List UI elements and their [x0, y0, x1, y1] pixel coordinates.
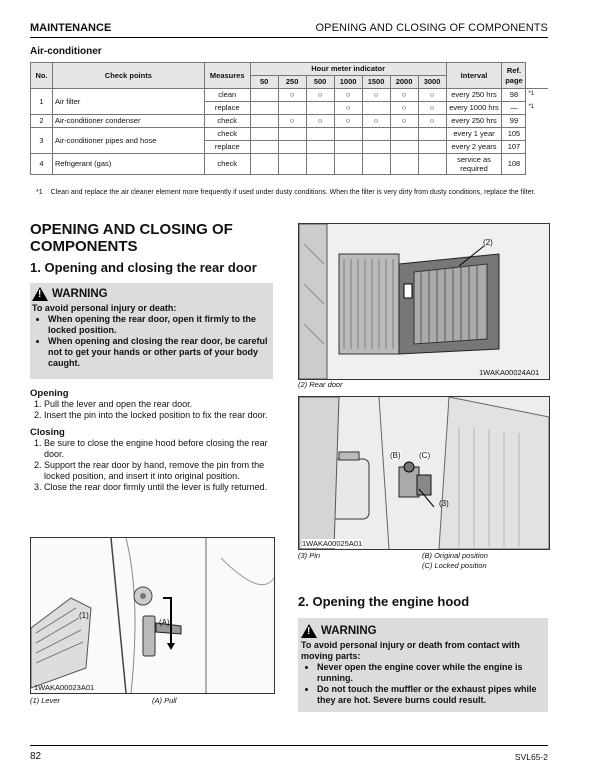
hour-mark: [418, 128, 446, 141]
check-point: Air filter: [52, 89, 204, 115]
step: 1. Be sure to close the engine hood before closing the rear door.: [44, 438, 273, 460]
hour-mark: [306, 128, 334, 141]
measure: clean: [204, 89, 250, 102]
check-point: Refrigerant (gas): [52, 154, 204, 175]
warning-triangle-icon: !: [301, 624, 317, 638]
measure: check: [204, 128, 250, 141]
note-mark: [526, 128, 548, 141]
hour-col-500: 500: [306, 76, 334, 89]
table-row: [31, 154, 549, 175]
hour-mark: ○: [390, 102, 418, 115]
hour-mark: ○: [306, 89, 334, 102]
header-divider: [30, 37, 548, 38]
hour-mark: [250, 102, 278, 115]
hour-mark: [362, 102, 390, 115]
step: 2. Insert the pin into the locked position to fix the rear door.: [44, 410, 273, 421]
figure-rear-door: [298, 223, 550, 380]
footer-divider: [30, 745, 548, 746]
hour-mark: [306, 141, 334, 154]
row-number: 4: [31, 154, 53, 175]
col-ref-page: Ref. page: [502, 63, 526, 89]
warning-label: WARNING: [52, 287, 108, 300]
col-hour-meter: Hour meter indicator: [250, 63, 446, 76]
hour-mark: [390, 141, 418, 154]
subsection-title-rear-door: 1. Opening and closing the rear door: [30, 260, 257, 275]
caption-lever: (1) Lever: [30, 696, 61, 705]
note-mark: [526, 154, 548, 175]
warning-intro: To avoid personal injury or death:: [32, 303, 177, 313]
row-number: 2: [31, 115, 53, 128]
hour-col-250: 250: [278, 76, 306, 89]
hour-mark: ○: [418, 115, 446, 128]
footnote-mark: *1: [36, 189, 43, 196]
pin-illustration: [299, 397, 549, 549]
table-row: [31, 115, 549, 128]
hour-mark: [418, 154, 446, 175]
figure-id: 1WAKA00024A01: [479, 368, 540, 377]
row-number: 3: [31, 128, 53, 154]
footnote-text: Clean and replace the air cleaner element more frequently if used under dusty conditions. When the filter is very dirty from dusty conditions, replace the filter.: [50, 189, 536, 196]
ref-page: —: [502, 102, 526, 115]
hour-mark: [334, 154, 362, 175]
hour-mark: [250, 89, 278, 102]
hour-mark: ○: [278, 89, 306, 102]
lever-illustration: [31, 538, 274, 693]
opening-steps: [30, 399, 273, 421]
figure-id: 1WAKA00025A01: [302, 539, 363, 548]
hour-mark: [278, 154, 306, 175]
hour-mark: ○: [390, 115, 418, 128]
warning-title: [32, 287, 271, 301]
callout-b: (B): [390, 451, 401, 460]
warning-label: WARNING: [321, 624, 377, 637]
interval: service as required: [446, 154, 502, 175]
hour-mark: [250, 141, 278, 154]
callout-2: (2): [483, 238, 493, 247]
note-mark: [526, 115, 548, 128]
ref-page: 105: [502, 128, 526, 141]
hour-mark: ○: [334, 89, 362, 102]
col-no: No.: [31, 63, 53, 89]
check-point: Air-conditioner condenser: [52, 115, 204, 128]
ref-page: 99: [502, 115, 526, 128]
table-row: [31, 89, 549, 102]
figure-id: 1WAKA00023A01: [34, 683, 95, 692]
callout-3: (3): [439, 499, 449, 508]
check-point: Air-conditioner pipes and hose: [52, 128, 204, 154]
col-note: [526, 63, 548, 89]
hour-mark: [250, 115, 278, 128]
hour-mark: [306, 102, 334, 115]
ref-page: 108: [502, 154, 526, 175]
page-title: OPENING AND CLOSING OF COMPONENTS: [30, 221, 233, 255]
hour-mark: [390, 128, 418, 141]
measure: check: [204, 154, 250, 175]
warning-list: [32, 314, 271, 369]
measure: replace: [204, 102, 250, 115]
warning-item: • Do not touch the muffler or the exhaust pipes while they are hot. Severe burns could result.: [317, 684, 545, 706]
hour-mark: [278, 102, 306, 115]
step: 2. Support the rear door by hand, remove the pin from the locked position, and insert it into original position.: [44, 460, 273, 482]
opening-heading: Opening: [30, 388, 69, 399]
table-row: [31, 128, 549, 141]
row-number: 1: [31, 89, 53, 115]
interval: every 250 hrs: [446, 89, 502, 102]
measure: replace: [204, 141, 250, 154]
caption-pull: (A) Pull: [152, 696, 177, 705]
hour-mark: [278, 128, 306, 141]
figure-lever: [30, 537, 275, 694]
model-number: SVL65-2: [514, 752, 548, 762]
warning-title: [301, 624, 545, 638]
hour-col-2000: 2000: [390, 76, 418, 89]
footnote: [36, 188, 548, 197]
caption-locked-position: (C) Locked position: [422, 561, 487, 570]
hour-mark: [418, 141, 446, 154]
table-section-title: Air-conditioner: [30, 46, 102, 57]
note-mark: *1: [528, 103, 535, 110]
hour-mark: ○: [278, 115, 306, 128]
note-mark: *1: [528, 91, 535, 97]
hour-mark: ○: [334, 102, 362, 115]
hour-mark: [334, 141, 362, 154]
hour-col-1000: 1000: [334, 76, 362, 89]
ref-page: 98: [502, 89, 526, 102]
hour-mark: ○: [418, 102, 446, 115]
warning-triangle-icon: !: [32, 287, 48, 301]
hour-col-3000: 3000: [418, 76, 446, 89]
interval: every 1 year: [446, 128, 502, 141]
hour-mark: ○: [362, 89, 390, 102]
hour-col-50: 50: [250, 76, 278, 89]
hour-mark: [362, 141, 390, 154]
hour-mark: [306, 154, 334, 175]
interval: every 2 years: [446, 141, 502, 154]
warning-intro: To avoid personal injury or death from contact with moving parts:: [301, 640, 520, 661]
hour-mark: [334, 128, 362, 141]
hour-mark: ○: [306, 115, 334, 128]
step: 1. Pull the lever and open the rear door.: [44, 399, 273, 410]
page-number: 82: [30, 751, 42, 762]
col-interval: Interval: [446, 63, 502, 89]
procedure-steps: [30, 385, 273, 493]
note-mark: [526, 141, 548, 154]
interval: every 250 hrs: [446, 115, 502, 128]
hour-mark: [362, 154, 390, 175]
figure-pin: [298, 396, 550, 550]
caption-original-position: (B) Original position: [422, 551, 488, 560]
col-measures: Measures: [204, 63, 250, 89]
measure: check: [204, 115, 250, 128]
warning-list: [301, 662, 545, 706]
hour-mark: ○: [418, 89, 446, 102]
rear-door-illustration: [299, 224, 549, 379]
caption-rear-door: (2) Rear door: [298, 380, 343, 389]
col-check-points: Check points: [52, 63, 204, 89]
hour-mark: [362, 128, 390, 141]
warning-box-engine-hood: [298, 618, 548, 712]
hour-mark: ○: [362, 115, 390, 128]
subsection-title-engine-hood: 2. Opening the engine hood: [298, 594, 470, 609]
hour-mark: [390, 154, 418, 175]
closing-heading: Closing: [30, 427, 65, 438]
warning-box-rear-door: [30, 283, 273, 379]
interval: every 1000 hrs: [446, 102, 502, 115]
chapter-header: OPENING AND CLOSING OF COMPONENTS: [315, 22, 548, 34]
warning-item: • When opening the rear door, open it firmly to the locked position.: [48, 314, 271, 336]
callout-a: (A): [159, 618, 170, 627]
warning-item: • Never open the engine cover while the engine is running.: [317, 662, 545, 684]
hour-mark: ○: [334, 115, 362, 128]
hour-mark: [250, 154, 278, 175]
caption-pin: (3) Pin: [298, 551, 321, 560]
callout-c: (C): [419, 451, 431, 460]
section-header: MAINTENANCE: [30, 22, 112, 34]
hour-mark: ○: [390, 89, 418, 102]
hour-mark: [278, 141, 306, 154]
step: 3. Close the rear door firmly until the lever is fully returned.: [44, 482, 273, 493]
ref-page: 107: [502, 141, 526, 154]
hour-mark: [250, 128, 278, 141]
closing-steps: [30, 438, 273, 493]
maintenance-table: [30, 62, 548, 175]
warning-item: • When opening and closing the rear door, be careful not to get your hands or other parts of your body caught.: [48, 336, 271, 369]
callout-1: (1): [79, 611, 89, 620]
hour-col-1500: 1500: [362, 76, 390, 89]
